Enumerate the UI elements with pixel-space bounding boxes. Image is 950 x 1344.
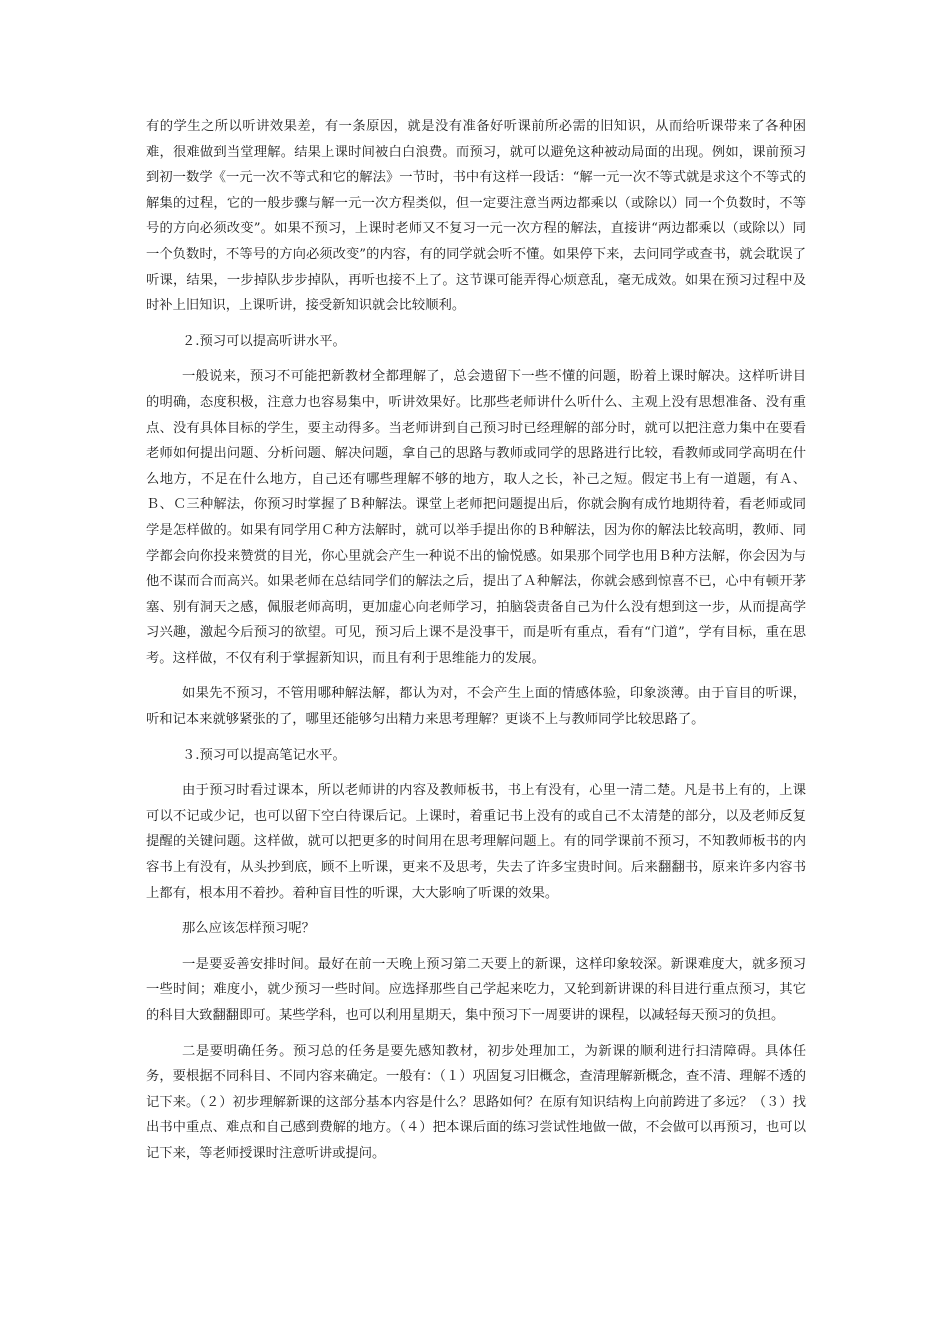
paragraph-no-preview: 如果先不预习，不管用哪种解法解，都认为对，不会产生上面的情感体验，印象淡薄。由于盲目的听课，听和记本来就够紧张的了，哪里还能够匀出精力来思考理解？更谈不上与教师同学比较思路了。 bbox=[146, 686, 806, 728]
paragraph-intro: 有的学生之所以听讲效果差，有一条原因，就是没有准备好听课前所必需的旧知识，从而给听课带来了各种困难，很难做到当堂理解。结果上课时间被白白浪费。而预习，就可以避免这种被动局面的出现。例如，课前预习到初一数学《一元一次不等式和它的解法》一节时，书中有这样一段话：“解一元一次不等式就是求这个不等式的解集的过程，它的一般步骤与解一元一次方程类似，但一定要注意当两边都乘以（或除以）同一个负数时，不等号的方向必须改变”。如果不预习，上课时老师又不复习一元一次方程的解法，直接讲“两边都乘以（或除以）同一个负数时，不等号的方向必须改变”的内容，有的同学就会听不懂。如果停下来，去问同学或查书，就会耽误了听课，结果，一步掉队步步掉队，再听也接不上了。这节课可能弄得心烦意乱，毫无成效。如果在预习过程中及时补上旧知识，上课听讲，接受新知识就会比较顺利。 bbox=[146, 119, 806, 314]
section-heading-notes: ３.预习可以提高笔记水平。 bbox=[182, 747, 346, 763]
paragraph-notes: 由于预习时看过课本，所以老师讲的内容及教师板书，书上有没有，心里一清二楚。凡是书上有的，上课可以不记或少记，也可以留下空白待课后记。上课时，着重记书上没有的或自己不太清楚的部分，以及老师反复提醒的关键问题。这样做，就可以把更多的时间用在思考理解问题上。有的同学课前不预习，不知教师板书的内容书上有没有，从头抄到底，顾不上听课，更来不及思考，失去了许多宝贵时间。后来翻翻书，原来许多内容书上都有，根本用不着抄。着种盲目性的听课，大大影响了听课的效果。 bbox=[146, 783, 806, 901]
document-body bbox=[146, 114, 806, 1177]
section-heading-listening: ２.预习可以提高听讲水平。 bbox=[182, 333, 346, 349]
paragraph-tasks: 二是要明确任务。预习总的任务是要先感知教材，初步处理加工，为新课的顺利进行扫清障碍。具体任务，要根据不同科目、不同内容来确定。一般有：（１）巩固复习旧概念，查清理解新概念，查不清、理解不透的记下来。（２）初步理解新课的这部分基本内容是什么？思路如何？在原有知识结构上向前跨进了多远？（３）找出书中重点、难点和自己感到费解的地方。（４）把本课后面的练习尝试性地做一做，不会做可以再预习，也可以记下来，等老师授课时注意听讲或提问。 bbox=[146, 1043, 806, 1161]
paragraph-time: 一是要妥善安排时间。最好在前一天晚上预习第二天要上的新课，这样印象较深。新课难度大，就多预习一些时间；难度小，就少预习一些时间。应选择那些自己学起来吃力，又轮到新讲课的科目进行重点预习，其它的科目大致翻翻即可。某些学科，也可以利用星期天，集中预习下一周要讲的课程，以减轻每天预习的负担。 bbox=[146, 956, 806, 1023]
section-heading-how: 那么应该怎样预习呢？ bbox=[182, 921, 315, 937]
paragraph-listening: 一般说来，预习不可能把新教材全都理解了，总会遗留下一些不懂的问题，盼着上课时解决。这样听讲目的明确，态度积极，注意力也容易集中，听讲效果好。比那些老师讲什么听什么、主观上没有思想准备、没有重点、没有具体目标的学生，要主动得多。当老师讲到自己预习时已经理解的部分时，就可以把注意力集中在要看老师如何提出问题、分析问题、解决问题，拿自己的思路与教师或同学的思路进行比较，看教师或同学高明在什么地方，不足在什么地方，自己还有哪些理解不够的地方，取人之长，补己之短。假定书上有一道题，有Ａ、Ｂ、Ｃ三种解法，你预习时掌握了Ｂ种解法。课堂上老师把问题提出后，你就会胸有成竹地期待着，看老师或同学是怎样做的。如果有同学用Ｃ种方法解时，就可以举手提出你的Ｂ种解法，因为你的解法比较高明，教师、同学都会向你投来赞赏的目光，你心里就会产生一种说不出的愉悦感。如果那个同学也用Ｂ种方法解，你会因为与他不谋而合而高兴。如果老师在总结同学们的解法之后，提出了Ａ种解法，你就会感到惊喜不已，心中有顿开茅塞、别有洞天之感，佩服老师高明，更加虚心向老师学习，拍脑袋责备自己为什么没有想到这一步，从而提高学习兴趣，激起今后预习的欲望。可见，预习后上课不是没事干，而是听有重点，看有“门道”，学有目标，重在思考。这样做，不仅有利于掌握新知识，而且有利于思维能力的发展。 bbox=[146, 369, 806, 666]
